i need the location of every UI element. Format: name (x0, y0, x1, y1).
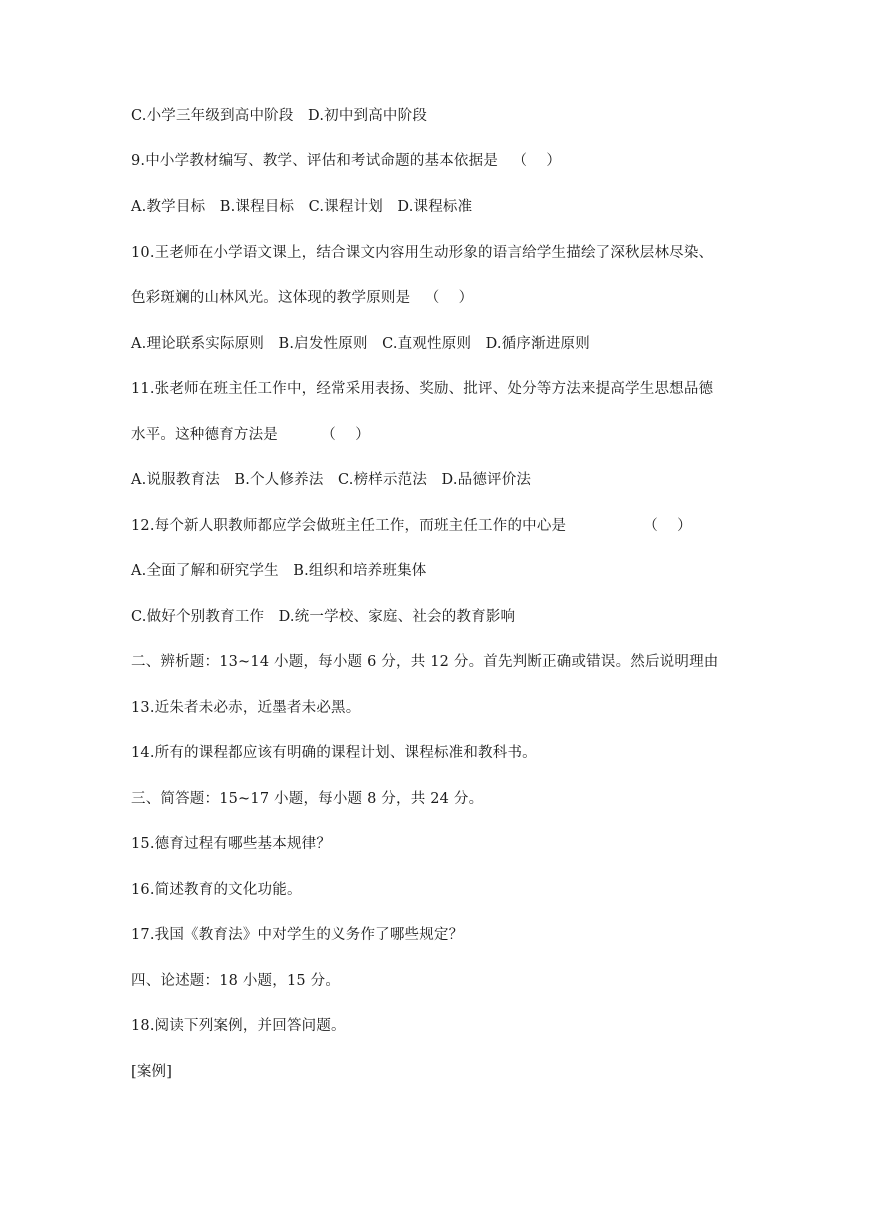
question-11-line-1: 11.张老师在班主任工作中，经常采用表扬、奖励、批评、处分等方法来提高学生思想品德 (131, 381, 714, 397)
section-2-heading: 二、辨析题：13~14 小题，每小题 6 分，共 12 分。首先判断正确或错误。然后说明理由 (131, 654, 719, 670)
options-q9: A.教学目标 B.课程目标 C.课程计划 D.课程标准 (131, 199, 473, 215)
section-3-heading: 三、简答题：15~17 小题，每小题 8 分，共 24 分。 (131, 791, 484, 807)
question-18: 18.阅读下列案例，并回答问题。 (131, 1018, 346, 1034)
options-q11: A.说服教育法 B.个人修养法 C.榜样示范法 D.品德评价法 (131, 472, 532, 488)
question-13: 13.近朱者未必赤，近墨者未必黑。 (131, 700, 361, 716)
question-9: 9.中小学教材编写、教学、评估和考试命题的基本依据是 （ ） (131, 153, 562, 169)
question-10-line-2: 色彩斑斓的山林风光。这体现的教学原则是 （ ） (131, 290, 474, 306)
question-11-line-2: 水平。这种德育方法是 （ ） (131, 427, 370, 443)
question-16: 16.简述教育的文化功能。 (131, 882, 302, 898)
option-line-q8-cd: C.小学三年级到高中阶段 D.初中到高中阶段 (131, 108, 428, 124)
options-q10: A.理论联系实际原则 B.启发性原则 C.直观性原则 D.循序渐进原则 (131, 336, 590, 352)
question-12: 12.每个新人职教师都应学会做班主任工作，而班主任工作的中心是 （ ） (131, 518, 692, 534)
question-17: 17.我国《教育法》中对学生的义务作了哪些规定？ (131, 927, 464, 943)
question-15: 15.德育过程有哪些基本规律？ (131, 836, 332, 852)
section-4-heading: 四、论述题：18 小题，15 分。 (131, 973, 341, 989)
case-label: [案例] (131, 1064, 173, 1080)
question-14: 14.所有的课程都应该有明确的课程计划、课程标准和教科书。 (131, 745, 537, 761)
question-10-line-1: 10.王老师在小学语文课上，结合课文内容用生动形象的语言给学生描绘了深秋层林尽染、 (131, 245, 714, 261)
options-q12-cd: C.做好个别教育工作 D.统一学校、家庭、社会的教育影响 (131, 609, 516, 625)
options-q12-ab: A.全面了解和研究学生 B.组织和培养班集体 (131, 563, 427, 579)
